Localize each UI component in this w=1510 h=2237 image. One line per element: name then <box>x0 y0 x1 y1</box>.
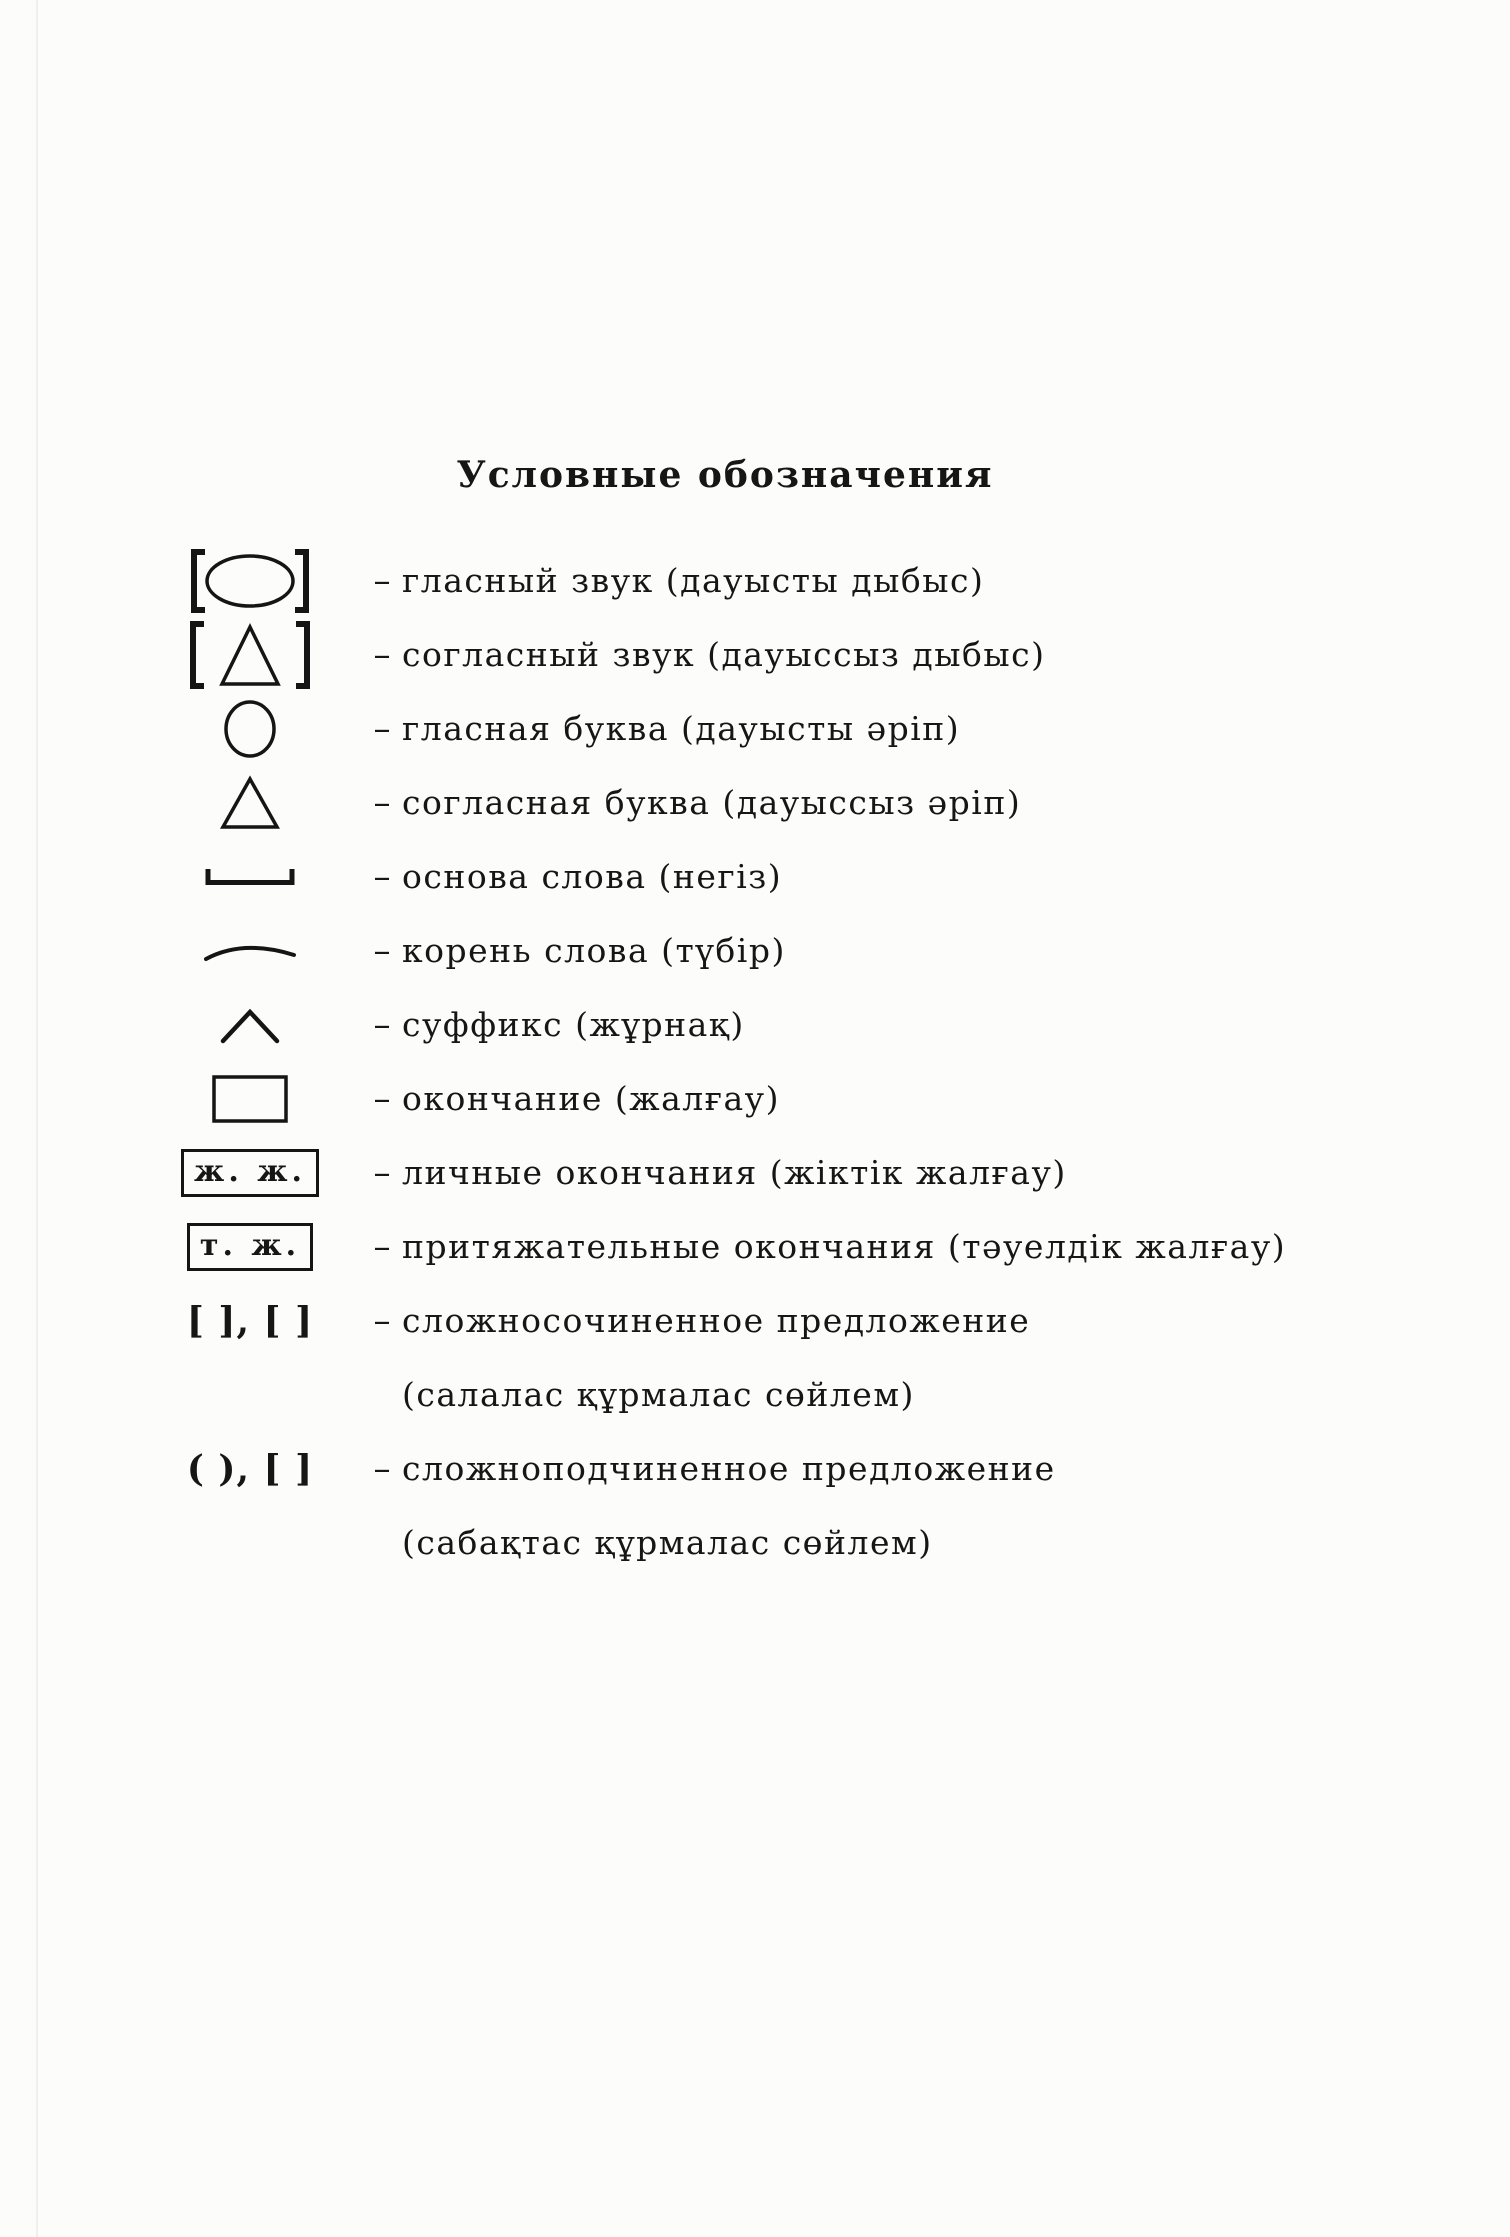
legend-label: основа слова (негіз) <box>402 857 783 896</box>
symbol-cell <box>138 1448 362 1490</box>
legend-row-word-stem <box>0 840 1510 914</box>
page-title: Условные обозначения <box>456 454 994 496</box>
legend-row-compound-sentence-continuation <box>0 1358 1510 1432</box>
bracketed-triangle-icon <box>185 618 315 692</box>
legend-row-possessive-endings <box>0 1210 1510 1284</box>
dash-separator: – <box>373 931 391 971</box>
legend-row-consonant-letter <box>0 766 1510 840</box>
legend-row-ending <box>0 1062 1510 1136</box>
symbol-cell <box>138 1300 362 1342</box>
bracket-pair-symbol: [ ], [ ] <box>186 1300 314 1342</box>
bracketed-oval-icon <box>187 547 313 615</box>
dash-separator: – <box>373 1079 391 1119</box>
symbol-cell <box>138 547 362 615</box>
legend-row-complex-sentence <box>0 1432 1510 1506</box>
boxed-t-zh-symbol: т. ж. <box>187 1223 313 1271</box>
legend-row-vowel-sound <box>0 544 1510 618</box>
dash-separator: – <box>373 1449 391 1489</box>
legend-row-compound-sentence <box>0 1284 1510 1358</box>
legend-row-suffix <box>0 988 1510 1062</box>
legend-label: гласный звук (дауысты дыбыс) <box>402 561 985 600</box>
paren-bracket-symbol: ( ), [ ] <box>186 1448 314 1490</box>
circle-icon <box>221 698 279 760</box>
symbol-cell <box>138 863 362 891</box>
dash-separator: – <box>373 857 391 897</box>
legend-row-complex-sentence-continuation <box>0 1506 1510 1580</box>
legend-label: согласная буква (дауыссыз әріп) <box>402 783 1022 822</box>
dash-separator: – <box>373 1227 391 1267</box>
legend-label: окончание (жалғау) <box>402 1079 780 1118</box>
symbol-cell <box>138 775 362 831</box>
legend-label: сложносочиненное предложение <box>402 1301 1031 1340</box>
legend-label-continuation: (салалас құрмалас сөйлем) <box>402 1375 915 1414</box>
legend-list <box>0 544 1510 1580</box>
symbol-cell <box>138 1005 362 1045</box>
legend-label: сложноподчиненное предложение <box>402 1449 1056 1488</box>
legend-label: личные окончания (жіктік жалғау) <box>402 1153 1067 1192</box>
word-stem-underline-icon <box>203 863 297 891</box>
symbol-cell <box>138 937 362 965</box>
symbol-cell <box>138 1223 362 1271</box>
suffix-caret-icon <box>218 1005 282 1045</box>
dash-separator: – <box>373 635 391 675</box>
dash-separator: – <box>373 709 391 749</box>
legend-label: суффикс (жұрнақ) <box>402 1005 745 1044</box>
dash-separator: – <box>373 1301 391 1341</box>
legend-label: корень слова (түбір) <box>402 931 786 970</box>
triangle-icon <box>219 775 281 831</box>
ending-rectangle-icon <box>211 1074 289 1124</box>
symbol-cell <box>138 1149 362 1197</box>
legend-label: гласная буква (дауысты әріп) <box>402 709 961 748</box>
dash-separator: – <box>373 561 391 601</box>
legend-label: притяжательные окончания (тәуелдік жалғау) <box>402 1227 1287 1266</box>
word-root-arc-icon <box>201 937 299 965</box>
legend-row-vowel-letter <box>0 692 1510 766</box>
symbol-cell <box>138 618 362 692</box>
symbol-cell <box>138 698 362 760</box>
symbol-cell <box>138 1074 362 1124</box>
boxed-zh-zh-symbol: ж. ж. <box>181 1149 319 1197</box>
legend-row-consonant-sound <box>0 618 1510 692</box>
scan-artifact <box>36 0 38 2237</box>
legend-row-word-root <box>0 914 1510 988</box>
dash-separator: – <box>373 1153 391 1193</box>
legend-label-continuation: (сабақтас құрмалас сөйлем) <box>402 1523 933 1562</box>
dash-separator: – <box>373 1005 391 1045</box>
legend-row-personal-endings <box>0 1136 1510 1210</box>
legend-label: согласный звук (дауыссыз дыбыс) <box>402 635 1046 674</box>
dash-separator: – <box>373 783 391 823</box>
